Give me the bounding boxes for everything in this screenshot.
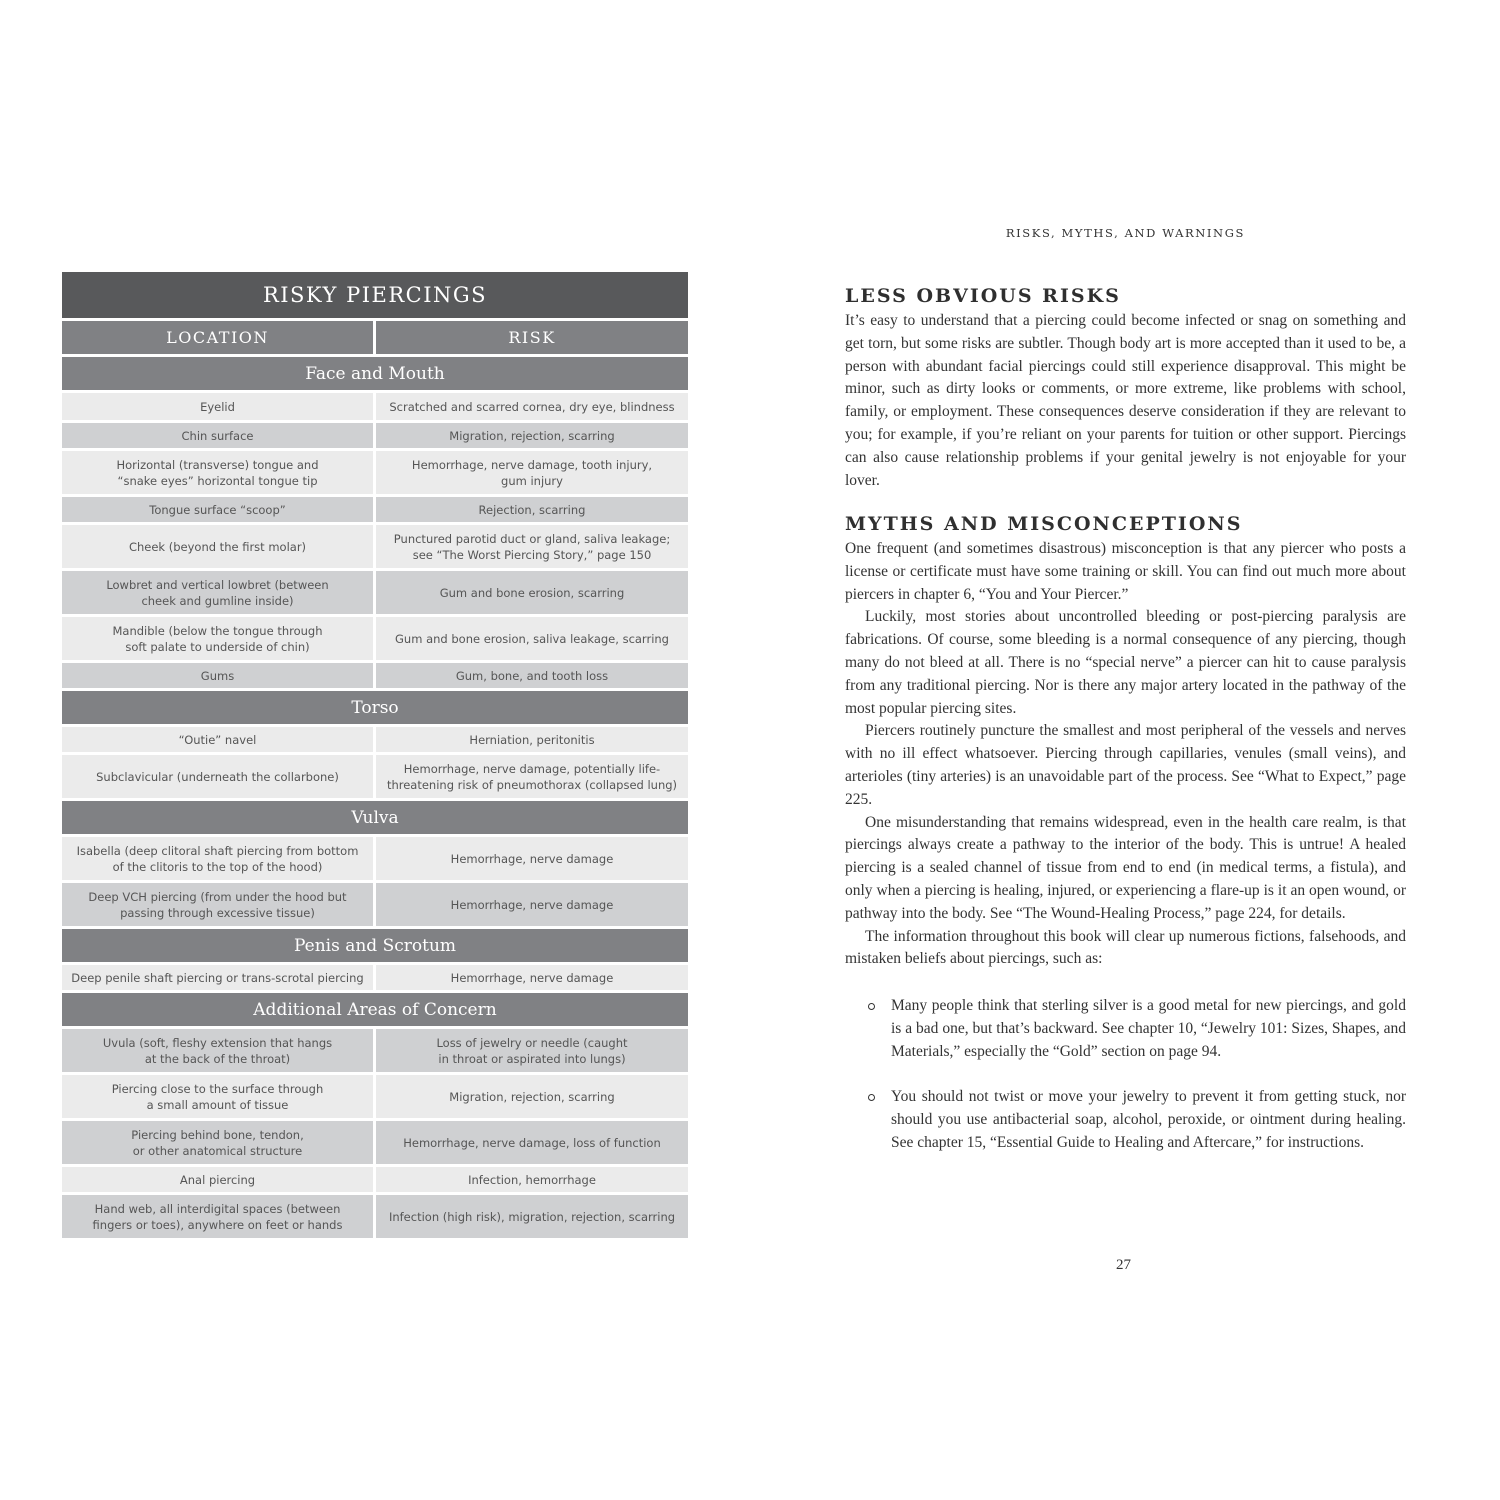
table-row (62, 755, 688, 798)
cell-location: Piercing close to the surface through a small amount of tissue (62, 1075, 373, 1118)
cell-location: Gums (62, 663, 373, 688)
cell-location: Eyelid (62, 393, 373, 420)
cell-risk: Rejection, scarring (376, 497, 688, 522)
table-row (62, 1167, 688, 1192)
table-row (62, 525, 688, 568)
cell-location: Subclavicular (underneath the collarbone) (62, 755, 373, 798)
bullet-list (868, 1086, 1406, 1154)
cell-location: Anal piercing (62, 1167, 373, 1192)
table-body (62, 357, 688, 1238)
cell-risk: Herniation, peritonitis (376, 727, 688, 752)
cell-location: Cheek (beyond the first molar) (62, 525, 373, 568)
table-header-row (62, 321, 688, 354)
cell-risk: Hemorrhage, nerve damage, loss of function (376, 1121, 688, 1164)
cell-location: Chin surface (62, 423, 373, 448)
cell-risk: Hemorrhage, nerve damage, tooth injury, gum injury (376, 451, 688, 494)
cell-risk: Punctured parotid duct or gland, saliva leakage; see “The Worst Piercing Story,” page 150 (376, 525, 688, 568)
heading-less-obvious-risks: LESS OBVIOUS RISKS (845, 285, 1121, 307)
cell-risk: Hemorrhage, nerve damage (376, 883, 688, 926)
column-header-location: LOCATION (62, 321, 373, 354)
cell-risk: Gum and bone erosion, scarring (376, 571, 688, 614)
running-head: RISKS, MYTHS, AND WARNINGS (1005, 226, 1245, 240)
list-item (868, 995, 1406, 1063)
table-row (62, 1075, 688, 1118)
section-myths (845, 538, 1406, 971)
bullet-icon (868, 1003, 875, 1010)
table-row (62, 497, 688, 522)
table-row (62, 571, 688, 614)
paragraph: It’s easy to understand that a piercing could become infected or snag on something and get torn, but some risks are subtler. Though body art is more accepted than it used to be, a person with abundant facial piercings could still experience disapproval. This might be minor, such as dirty looks or comments, or more extreme, like problems with school, family, or employment. These consequences deserve consideration if they are relevant to you; for example, if you’re reliant on your parents for tuition or other support. Piercings can also cause relationship problems if your genital jewelry is not enjoyable for your lover. (845, 312, 1406, 489)
table-row (62, 663, 688, 688)
cell-risk: Migration, rejection, scarring (376, 423, 688, 448)
paragraph: The information throughout this book will clear up numerous fictions, falsehoods, and mistaken beliefs about piercings, such as: (845, 927, 1406, 968)
cell-risk: Infection, hemorrhage (376, 1167, 688, 1192)
table-title: RISKY PIERCINGS (62, 272, 688, 318)
cell-location: “Outie” navel (62, 727, 373, 752)
table-row (62, 1195, 688, 1238)
heading-myths-and-misconceptions: MYTHS AND MISCONCEPTIONS (845, 513, 1243, 535)
paragraph: Luckily, most stories about uncontrolled bleeding or post-piercing paralysis are fabrications. Of course, some bleeding is a normal consequence of any piercing, though many do not bleed at all. There is no “special nerve” a piercer can hit to cause paralysis from any traditional piercing. Nor is there any major artery located in the pathway of the most popular piercing sites. (845, 608, 1406, 717)
risky-piercings-table (62, 272, 688, 1238)
list-item-text: Many people think that sterling silver is a good metal for new piercings, and gold is a bad one, but that’s backward. See chapter 10, “Jewelry 101: Sizes, Shapes, and Materials,” especially the “Gold” section on page 94. (891, 997, 1406, 1060)
cell-risk: Gum and bone erosion, saliva leakage, scarring (376, 617, 688, 660)
table-row (62, 837, 688, 880)
section-less-obvious-risks (845, 310, 1406, 492)
cell-location: Hand web, all interdigital spaces (between fingers or toes), anywhere on feet or hands (62, 1195, 373, 1238)
cell-location: Piercing behind bone, tendon, or other anatomical structure (62, 1121, 373, 1164)
cell-location: Tongue surface “scoop” (62, 497, 373, 522)
cell-risk: Gum, bone, and tooth loss (376, 663, 688, 688)
column-header-risk: RISK (376, 321, 688, 354)
cell-location: Horizontal (transverse) tongue and “snake eyes” horizontal tongue tip (62, 451, 373, 494)
table-row (62, 423, 688, 448)
cell-location: Deep penile shaft piercing or trans-scrotal piercing (62, 965, 373, 990)
bullet-list (868, 995, 1406, 1063)
table-row (62, 965, 688, 990)
cell-risk: Scratched and scarred cornea, dry eye, blindness (376, 393, 688, 420)
paragraph: Piercers routinely puncture the smallest and most peripheral of the vessels and nerves with no ill effect whatsoever. Piercing through capillaries, venules (small veins), and arterioles (tiny arteries) is an unavoidable part of the process. See “What to Expect,” page 225. (845, 722, 1406, 808)
paragraph: One misunderstanding that remains widespread, even in the health care realm, is that piercings always create a pathway to the interior of the body. This is untrue! A healed piercing is a sealed channel of tissue from end to end (in medical terms, a fistula), and only when a piercing is healing, injured, or experiencing a flare-up is it an open wound, or pathway into the body. See “The Wound-Healing Process,” page 224, for details. (845, 813, 1406, 922)
table-row (62, 617, 688, 660)
list-item (868, 1086, 1406, 1154)
cell-risk: Hemorrhage, nerve damage (376, 837, 688, 880)
table-section-header: Penis and Scrotum (62, 929, 688, 962)
cell-location: Lowbret and vertical lowbret (between cheek and gumline inside) (62, 571, 373, 614)
cell-location: Uvula (soft, fleshy extension that hangs at the back of the throat) (62, 1029, 373, 1072)
table-row (62, 393, 688, 420)
page-number: 27 (1116, 1257, 1131, 1273)
table-section-header: Torso (62, 691, 688, 724)
cell-risk: Migration, rejection, scarring (376, 1075, 688, 1118)
cell-location: Isabella (deep clitoral shaft piercing from bottom of the clitoris to the top of the hood) (62, 837, 373, 880)
cell-risk: Infection (high risk), migration, rejection, scarring (376, 1195, 688, 1238)
cell-location: Deep VCH piercing (from under the hood but passing through excessive tissue) (62, 883, 373, 926)
bullet-icon (868, 1094, 875, 1101)
paragraph: One frequent (and sometimes disastrous) misconception is that any piercer who posts a license or certificate must have some training or skill. You can find out much more about piercers in chapter 6, “You and Your Piercer.” (845, 540, 1406, 603)
table-row (62, 1121, 688, 1164)
table-row (62, 451, 688, 494)
table-row (62, 883, 688, 926)
cell-location: Mandible (below the tongue through soft palate to underside of chin) (62, 617, 373, 660)
table-section-header: Face and Mouth (62, 357, 688, 390)
cell-risk: Hemorrhage, nerve damage (376, 965, 688, 990)
table-row (62, 1029, 688, 1072)
table-section-header: Vulva (62, 801, 688, 834)
cell-risk: Hemorrhage, nerve damage, potentially life- threatening risk of pneumothorax (collapsed lung) (376, 755, 688, 798)
table-row (62, 727, 688, 752)
list-item-text: You should not twist or move your jewelry to prevent it from getting stuck, nor should you use antibacterial soap, alcohol, peroxide, or ointment during healing. See chapter 15, “Essential Guide to Healing and Aftercare,” for instructions. (891, 1088, 1406, 1151)
table-section-header: Additional Areas of Concern (62, 993, 688, 1026)
cell-risk: Loss of jewelry or needle (caught in throat or aspirated into lungs) (376, 1029, 688, 1072)
